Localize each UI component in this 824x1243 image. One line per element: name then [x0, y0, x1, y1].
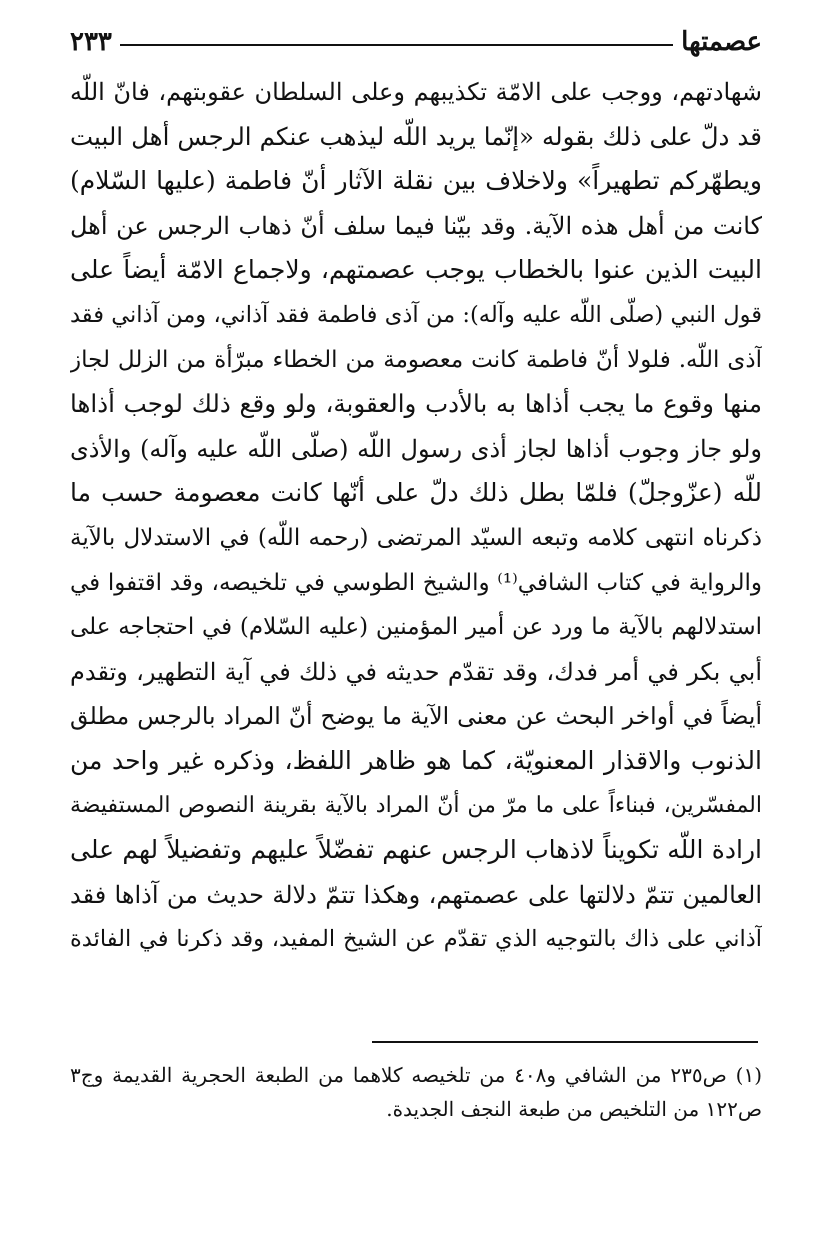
- running-title: عصمتها: [681, 27, 762, 57]
- footnote-separator: [372, 1041, 758, 1043]
- text-line: استدلالهم بالآية ما ورد عن أمير المؤمنين (عليه السّلام) في احتجاجه على: [70, 614, 762, 641]
- text-line: شهادتهم، ووجب على الامّة تكذيبهم وعلى السلطان عقوبتهم، فانّ اللّه: [70, 78, 762, 106]
- header-rule: [120, 44, 673, 46]
- running-header: [70, 22, 762, 62]
- text-line: المفسّرين، فبناءاً على ما مرّ من أنّ المراد بالآية بقرينة النصوص المستفيضة: [70, 792, 762, 818]
- text-line: ذكرناه انتهى كلامه وتبعه السيّد المرتضى (رحمه اللّه) في الاستدلال بالآية: [70, 524, 762, 551]
- text-line: البيت الذين عنوا بالخطاب يوجب عصمتهم، ولاجماع الامّة أيضاً على: [70, 255, 762, 285]
- footnote-line: (١) ص٢٣٥ من الشافي و٤٠٨ من تلخيصه كلاهما من الطبعة الحجرية القديمة وج٣: [70, 1063, 762, 1087]
- text-line: آذاني على ذاك بالتوجيه الذي تقدّم عن الشيخ المفيد، وقد ذكرنا في الفائدة: [70, 926, 762, 953]
- text-line: والرواية في كتاب الشافي⁽¹⁾ والشيخ الطوسي في تلخيصه، وقد اقتفوا في: [70, 569, 762, 596]
- text-line: ارادة اللّه تكويناً لاذهاب الرجس عنهم تفضّلاً عليهم وتفضيلاً لهم على: [70, 835, 762, 865]
- text-line: منها وقوع ما يجب أذاها به بالأدب والعقوبة، ولو وقع ذلك لوجب أذاها: [70, 389, 762, 419]
- text-line: أيضاً في أواخر البحث عن معنى الآية ما يوضح أنّ المراد بالرجس مطلق: [70, 702, 762, 731]
- footnote-line: ص١٢٢ من التلخيص من طبعة النجف الجديدة.: [386, 1097, 762, 1121]
- text-line: قول النبي (صلّى اللّه عليه وآله): من آذى فاطمة فقد آذاني، ومن آذاني فقد: [70, 301, 762, 328]
- footnotes: [70, 1058, 762, 1126]
- text-line: الذنوب والاقذار المعنويّة، كما هو ظاهر اللفظ، وذكره غير واحد من: [70, 745, 762, 775]
- text-line: ولو جاز وجوب أذاها لجاز أذى رسول اللّه (صلّى اللّه عليه وآله) والأذى: [70, 434, 762, 463]
- body-text: [70, 70, 762, 962]
- text-line: قد دلّ على ذلك بقوله «إنّما يريد اللّه ليذهب عنكم الرجس أهل البيت: [70, 121, 762, 151]
- text-line: ويطهّركم تطهيراً» ولاخلاف بين نقلة الآثار أنّ فاطمة (عليها السّلام): [70, 166, 762, 196]
- text-line: آذى اللّه. فلولا أنّ فاطمة كانت معصومة من الخطاء مبرّأة من الزلل لجاز: [70, 346, 762, 373]
- text-line: للّه (عزّوجلّ) فلمّا بطل ذلك دلّ على أنّها كانت معصومة حسب ما: [70, 478, 762, 508]
- text-line: أبي بكر في أمر فدك، وقد تقدّم حديثه في ذلك في آية التطهير، وتقدم: [70, 657, 762, 686]
- text-line: العالمين تتمّ دلالتها على عصمتهم، وهكذا تتمّ دلالة حديث من آذاها فقد: [70, 880, 762, 909]
- text-line: كانت من أهل هذه الآية. وقد بيّنا فيما سلف أنّ ذهاب الرجس عن أهل: [70, 211, 762, 240]
- page-number: ٢٣٣: [70, 27, 112, 57]
